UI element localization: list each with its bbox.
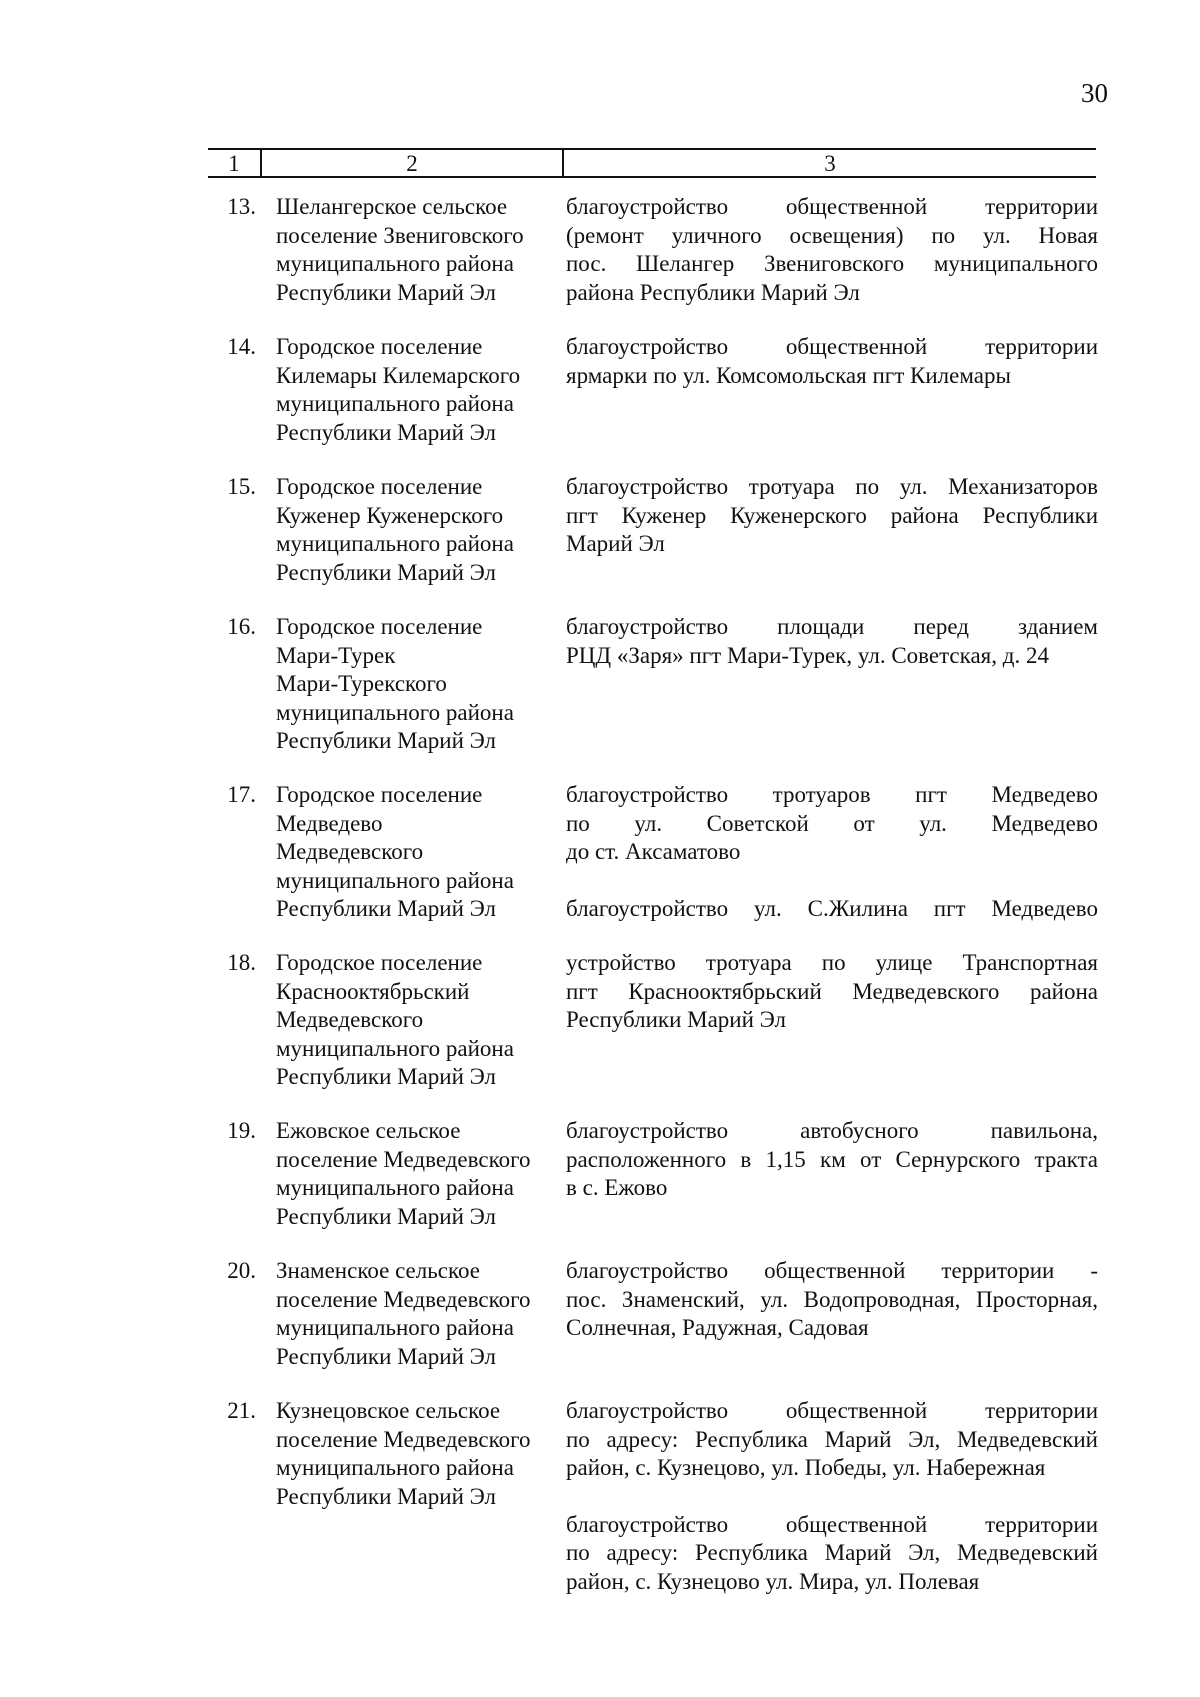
settlement-name-line: Кузнецовское сельское <box>276 1398 501 1423</box>
settlement-name-line: Городское поселение <box>276 782 483 807</box>
settlement-name-line: Республики Марий Эл <box>276 1203 497 1229</box>
description-line: (ремонт уличного освещения) по ул. Новая <box>566 222 1098 248</box>
settlement-name <box>276 473 566 587</box>
settlement-name-line: поселение Медведевского <box>276 1286 531 1312</box>
row-number: 19. <box>227 1118 256 1143</box>
row-number: 20. <box>227 1258 256 1283</box>
description-line: по адресу: Республика Марий Эл, Медведевский <box>566 1540 1098 1566</box>
settlement-name-line: Республики Марий Эл <box>276 279 497 305</box>
settlement-name-line: Республики Марий Эл <box>276 419 497 445</box>
project-description <box>566 781 1098 923</box>
description-paragraph <box>566 1117 1098 1203</box>
settlement-name-line: Республики Марий Эл <box>276 896 497 922</box>
settlement-name-line: Краснооктябрьский <box>276 978 470 1004</box>
settlement-name-line: Городское поселение <box>276 950 483 975</box>
settlement-name-line: Республики Марий Эл <box>276 1343 497 1369</box>
description-line: района Республики Марий Эл <box>566 279 860 305</box>
description-line: благоустройство ул. С.Жилина пгт Медведево <box>566 895 1098 921</box>
settlement-name-line: муниципального района <box>276 391 514 417</box>
row-number: 16. <box>227 614 256 639</box>
description-line: по ул. Советской от ул. Медведево <box>566 810 1098 836</box>
settlement-name-line: Медведево <box>276 810 383 836</box>
row-number: 18. <box>227 950 256 975</box>
description-line: пос. Знаменский, ул. Водопроводная, Просторная, <box>566 1286 1098 1312</box>
description-paragraph <box>566 1397 1098 1483</box>
row-number: 13. <box>227 194 256 219</box>
description-line: пос. Шелангер Звениговского муниципального <box>566 251 1098 277</box>
page-number: 30 <box>1081 78 1108 108</box>
table-header <box>208 148 1096 178</box>
description-line: расположенного в 1,15 км от Сернурского тракта <box>566 1146 1098 1172</box>
description-line: район, с. Кузнецово ул. Мира, ул. Полевая <box>566 1568 980 1594</box>
project-description <box>566 949 1098 1035</box>
settlement-name <box>276 1257 566 1371</box>
description-paragraph <box>566 1511 1098 1597</box>
description-line: по адресу: Республика Марий Эл, Медведевский <box>566 1426 1098 1452</box>
settlement-name-line: Мари-Турекского <box>276 671 447 697</box>
description-paragraph <box>566 1257 1098 1343</box>
settlement-name-line: муниципального района <box>276 867 514 893</box>
settlement-name-line: Городское поселение <box>276 334 483 359</box>
settlement-name-line: Мари-Турек <box>276 642 396 668</box>
description-line: Марий Эл <box>566 531 665 557</box>
settlement-name <box>276 193 566 307</box>
settlement-name-line: Республики Марий Эл <box>276 1064 497 1090</box>
project-description <box>566 1397 1098 1597</box>
settlement-name <box>276 781 566 924</box>
description-line: до ст. Аксаматово <box>566 839 741 865</box>
column-header-1: 1 <box>208 150 262 176</box>
settlement-name <box>276 1117 566 1231</box>
settlement-name-line: муниципального района <box>276 1455 514 1481</box>
settlement-name-line: Городское поселение <box>276 474 483 499</box>
settlement-name <box>276 949 566 1092</box>
description-line: благоустройство площади перед зданием <box>566 614 1098 639</box>
description-paragraph <box>566 613 1098 670</box>
description-paragraph <box>566 333 1098 390</box>
settlement-name-line: поселение Медведевского <box>276 1426 531 1452</box>
description-line: в с. Ежово <box>566 1175 668 1201</box>
settlement-name-line: муниципального района <box>276 699 514 725</box>
description-line: Республики Марий Эл <box>566 1007 787 1033</box>
settlement-name-line: Республики Марий Эл <box>276 1483 497 1509</box>
settlement-name-line: Куженер Куженерского <box>276 502 504 528</box>
description-paragraph <box>566 473 1098 559</box>
settlement-name-line: муниципального района <box>276 1035 514 1061</box>
project-description <box>566 193 1098 307</box>
description-paragraph <box>566 949 1098 1035</box>
description-line: ярмарки по ул. Комсомольская пгт Килемары <box>566 362 1011 388</box>
settlement-name-line: муниципального района <box>276 251 514 277</box>
project-description <box>566 613 1098 670</box>
settlement-name-line: муниципального района <box>276 531 514 557</box>
settlement-name-line: поселение Медведевского <box>276 1146 531 1172</box>
settlement-name-line: Медведевского <box>276 1007 424 1033</box>
settlement-name-line: поселение Звениговского <box>276 222 524 248</box>
description-line: благоустройство общественной территории <box>566 1511 1098 1537</box>
settlement-name <box>276 613 566 756</box>
description-line: благоустройство общественной территории <box>566 1398 1098 1423</box>
settlement-name <box>276 1397 566 1511</box>
settlement-name <box>276 333 566 447</box>
settlement-name-line: Городское поселение <box>276 614 483 639</box>
description-line: пгт Краснооктябрьский Медведевского района <box>566 978 1098 1004</box>
description-line: благоустройство общественной территории <box>566 334 1098 359</box>
settlement-name-line: Килемары Килемарского <box>276 362 521 388</box>
project-description <box>566 473 1098 559</box>
project-description <box>566 1117 1098 1203</box>
description-line: устройство тротуара по улице Транспортная <box>566 950 1098 975</box>
settlement-name-line: Знаменское сельское <box>276 1258 480 1283</box>
column-header-2: 2 <box>262 150 564 176</box>
description-line: благоустройство тротуара по ул. Механизаторов <box>566 474 1098 499</box>
row-number: 21. <box>227 1398 256 1423</box>
project-description <box>566 1257 1098 1343</box>
settlement-name-line: Шелангерское сельское <box>276 194 508 219</box>
row-number: 14. <box>227 334 256 359</box>
description-paragraph <box>566 895 1098 924</box>
description-line: район, с. Кузнецово, ул. Победы, ул. Набережная <box>566 1455 1046 1481</box>
row-number: 17. <box>227 782 256 807</box>
settlement-name-line: муниципального района <box>276 1315 514 1341</box>
description-line: благоустройство общественной территории - <box>566 1258 1098 1283</box>
settlement-name-line: Республики Марий Эл <box>276 559 497 585</box>
description-line: благоустройство общественной территории <box>566 194 1098 219</box>
description-line: РЦД «Заря» пгт Мари-Турек, ул. Советская, д. 24 <box>566 642 1049 668</box>
description-line: пгт Куженер Куженерского района Республики <box>566 502 1098 528</box>
description-paragraph <box>566 781 1098 867</box>
settlement-name-line: Медведевского <box>276 839 424 865</box>
row-number: 15. <box>227 474 256 499</box>
project-description <box>566 333 1098 390</box>
column-header-3: 3 <box>824 151 836 176</box>
settlement-name-line: Ежовское сельское <box>276 1118 461 1143</box>
description-line: Солнечная, Радужная, Садовая <box>566 1315 869 1341</box>
description-line: благоустройство тротуаров пгт Медведево <box>566 782 1098 807</box>
settlement-name-line: муниципального района <box>276 1175 514 1201</box>
description-paragraph <box>566 193 1098 307</box>
settlement-name-line: Республики Марий Эл <box>276 728 497 754</box>
description-line: благоустройство автобусного павильона, <box>566 1118 1098 1143</box>
